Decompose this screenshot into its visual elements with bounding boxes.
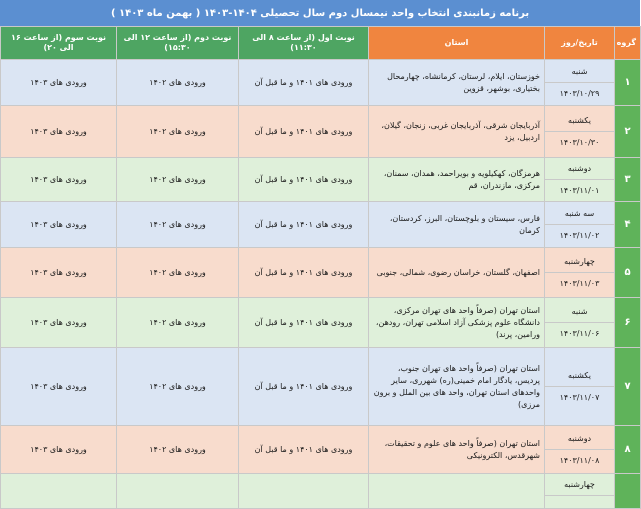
date-cell <box>545 348 615 426</box>
date-cell <box>545 426 615 474</box>
turn-1-cell: ورودی های ۱۴۰۱ و ما قبل آن <box>239 248 369 298</box>
table-row <box>1 348 641 426</box>
turn-1-cell: ورودی های ۱۴۰۱ و ما قبل آن <box>239 106 369 158</box>
province-list: هرمزگان، کهکیلویه و بویراحمد، همدان، سمنان، مرکزی، مازندران، قم <box>369 158 545 202</box>
date-cell <box>545 248 615 298</box>
day-name: یکشنبه <box>545 110 614 132</box>
turn-3-cell: ورودی های ۱۴۰۳ <box>1 106 117 158</box>
date-value: ۱۴۰۳/۱۰/۲۹ <box>559 89 600 98</box>
province-list: استان تهران (صرفاً واحد های تهران مرکزی، دانشگاه علوم پزشکی آزاد اسلامی تهران، رودهن، ورامین، پرند) <box>369 298 545 348</box>
province-list: استان تهران (صرفاً واحد های علوم و تحقیقات، شهرقدس، الکترونیکی <box>369 426 545 474</box>
turn-1-cell: ورودی های ۱۴۰۱ و ما قبل آن <box>239 426 369 474</box>
day-name: چهارشنبه <box>545 251 614 273</box>
date-cell <box>545 158 615 202</box>
turn-3-cell <box>1 474 117 509</box>
province-list: آذربایجان شرقی، آذربایجان غربی، زنجان، گیلان، اردبیل، یزد <box>369 106 545 158</box>
turn-1-cell: ورودی های ۱۴۰۱ و ما قبل آن <box>239 298 369 348</box>
province-list <box>369 474 545 509</box>
page-title: برنامه زمانبندی انتخاب واحد نیمسال دوم سال تحصیلی ۱۴۰۴-۱۴۰۳ ( بهمن ماه ۱۴۰۳ ) <box>0 0 640 26</box>
table-header-row <box>1 27 641 60</box>
turn-1-cell <box>239 474 369 509</box>
header-turn-1: نوبت اول (از ساعت ۸ الی ۱۱:۳۰) <box>239 27 369 60</box>
header-turn-3: نوبت سوم (از ساعت ۱۶ الی ۲۰) <box>1 27 117 60</box>
table-row <box>1 298 641 348</box>
province-list: خوزستان، ایلام، لرستان، کرمانشاه، چهارمحال بختیاری، بوشهر، قزوین <box>369 60 545 106</box>
date-cell <box>545 60 615 106</box>
date-value: ۱۴۰۳/۱۱/۰۷ <box>559 393 600 402</box>
turn-2-cell: ورودی های ۱۴۰۲ <box>117 348 239 426</box>
date-value: ۱۴۰۳/۱۱/۰۳ <box>559 279 600 288</box>
day-name: شنبه <box>545 61 614 83</box>
header-group: گروه <box>615 27 641 60</box>
turn-3-cell: ورودی های ۱۴۰۳ <box>1 298 117 348</box>
province-list: اصفهان، گلستان، خراسان رضوی، شمالی، جنوبی <box>369 248 545 298</box>
day-name: دوشنبه <box>545 428 614 450</box>
table-row <box>1 474 641 509</box>
day-name: یکشنبه <box>545 365 614 387</box>
province-list: فارس، سیستان و بلوچستان، البرز، کردستان، کرمان <box>369 202 545 248</box>
date-value <box>545 496 614 508</box>
day-name: دوشنبه <box>545 158 614 180</box>
turn-1-cell: ورودی های ۱۴۰۱ و ما قبل آن <box>239 60 369 106</box>
table-row <box>1 202 641 248</box>
table-row <box>1 60 641 106</box>
group-number: ۱ <box>615 60 641 106</box>
turn-1-cell: ورودی های ۱۴۰۱ و ما قبل آن <box>239 158 369 202</box>
date-cell <box>545 106 615 158</box>
day-name: سه شنبه <box>545 203 614 225</box>
table-row <box>1 106 641 158</box>
turn-2-cell: ورودی های ۱۴۰۲ <box>117 60 239 106</box>
turn-2-cell: ورودی های ۱۴۰۲ <box>117 298 239 348</box>
date-cell <box>545 202 615 248</box>
date-value: ۱۴۰۳/۱۱/۰۲ <box>559 231 600 240</box>
date-cell <box>545 298 615 348</box>
turn-2-cell: ورودی های ۱۴۰۲ <box>117 202 239 248</box>
turn-2-cell <box>117 474 239 509</box>
turn-3-cell: ورودی های ۱۴۰۳ <box>1 60 117 106</box>
day-name: چهارشنبه <box>545 474 614 496</box>
header-province: استان <box>369 27 545 60</box>
turn-2-cell: ورودی های ۱۴۰۲ <box>117 158 239 202</box>
province-list: استان تهران (صرفاً واحد های تهران جنوب، پردیس، یادگار امام خمینی(ره) شهرری، سایر واحدهای استان تهران، واحد های بین الملل و برون مرزی) <box>369 348 545 426</box>
date-value: ۱۴۰۳/۱۱/۰۱ <box>559 186 600 195</box>
turn-3-cell: ورودی های ۱۴۰۳ <box>1 348 117 426</box>
turn-1-cell: ورودی های ۱۴۰۱ و ما قبل آن <box>239 202 369 248</box>
header-turn-2: نوبت دوم (از ساعت ۱۲ الی ۱۵:۳۰) <box>117 27 239 60</box>
group-number: ۲ <box>615 106 641 158</box>
date-value: ۱۴۰۳/۱۱/۰۸ <box>559 456 600 465</box>
header-date: تاریخ/روز <box>545 27 615 60</box>
turn-3-cell: ورودی های ۱۴۰۳ <box>1 248 117 298</box>
group-number: ۷ <box>615 348 641 426</box>
turn-3-cell: ورودی های ۱۴۰۳ <box>1 202 117 248</box>
group-number <box>615 474 641 509</box>
date-value: ۱۴۰۳/۱۰/۳۰ <box>559 138 600 147</box>
table-row <box>1 158 641 202</box>
turn-3-cell: ورودی های ۱۴۰۳ <box>1 426 117 474</box>
group-number: ۶ <box>615 298 641 348</box>
group-number: ۳ <box>615 158 641 202</box>
table-row <box>1 248 641 298</box>
day-name: شنبه <box>545 301 614 323</box>
turn-3-cell: ورودی های ۱۴۰۳ <box>1 158 117 202</box>
date-cell <box>545 474 615 509</box>
group-number: ۸ <box>615 426 641 474</box>
turn-2-cell: ورودی های ۱۴۰۲ <box>117 248 239 298</box>
turn-2-cell: ورودی های ۱۴۰۲ <box>117 426 239 474</box>
group-number: ۴ <box>615 202 641 248</box>
group-number: ۵ <box>615 248 641 298</box>
schedule-table <box>0 26 641 509</box>
table-row <box>1 426 641 474</box>
date-value: ۱۴۰۳/۱۱/۰۶ <box>559 329 600 338</box>
turn-1-cell: ورودی های ۱۴۰۱ و ما قبل آن <box>239 348 369 426</box>
turn-2-cell: ورودی های ۱۴۰۲ <box>117 106 239 158</box>
